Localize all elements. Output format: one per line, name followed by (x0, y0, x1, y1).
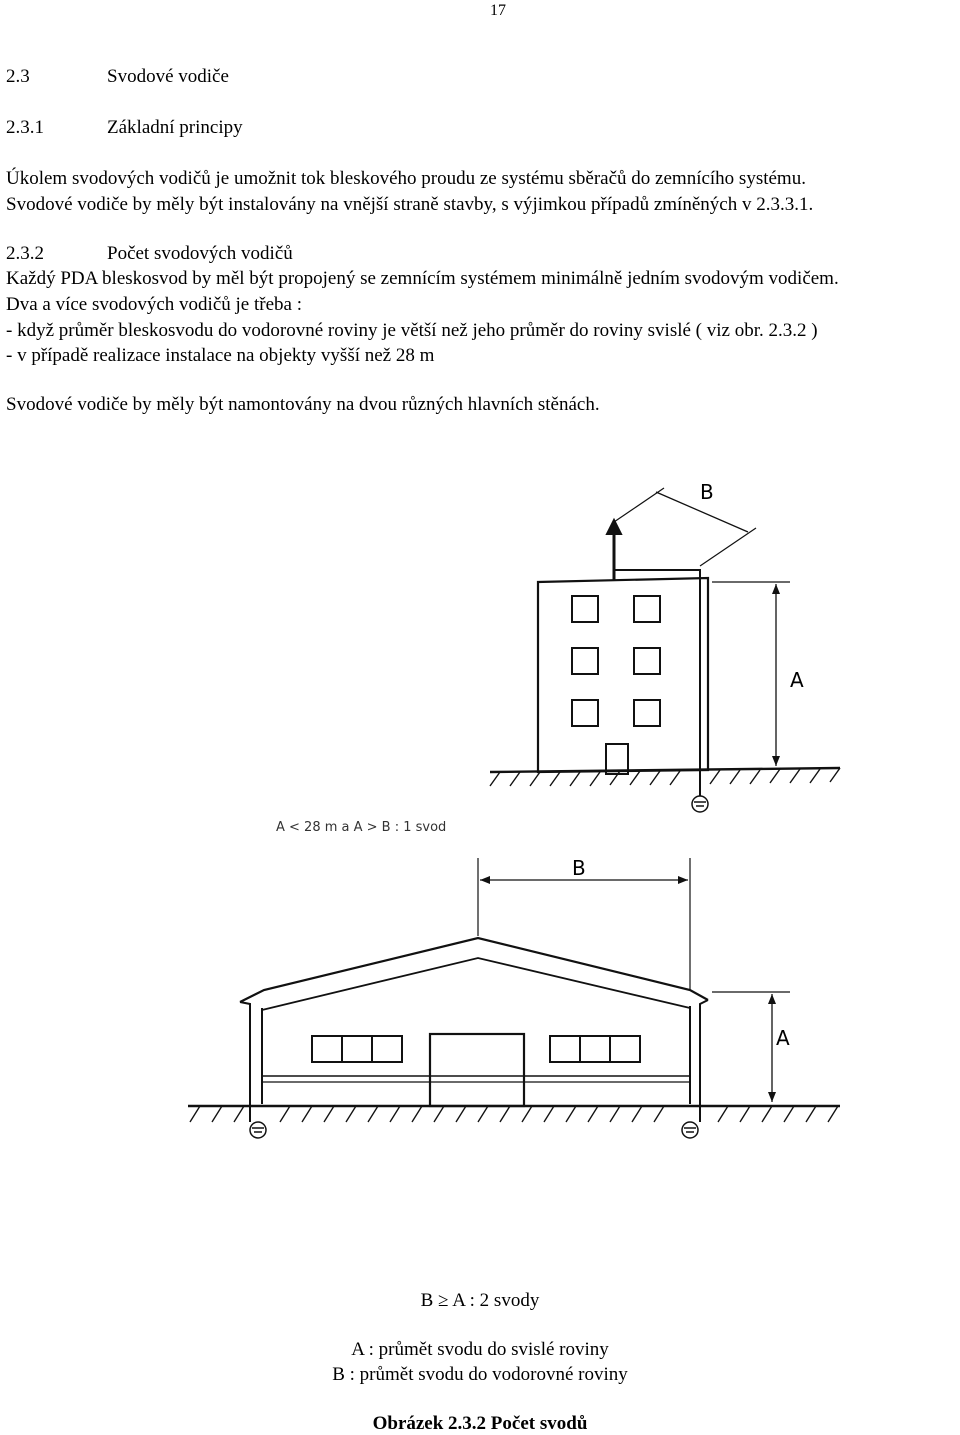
figure-condition-caption: A < 28 m a A > B : 1 svod (276, 820, 447, 835)
wide-hall (188, 858, 840, 1138)
figure-title: Obrázek 2.3.2 Počet svodů (372, 1413, 588, 1434)
paragraph-line: Dva a více svodových vodičů je třeba : (6, 294, 302, 315)
paragraph-line: Svodové vodiče by měly být instalovány na vnější straně stavby, s výjimkou případů zmíněných v 2.3.3.1. (6, 194, 814, 215)
dimension-label-a: A (776, 1026, 790, 1050)
paragraph-line: Úkolem svodových vodičů je umožnit tok bleskového proudu ze systému sběračů do zemnícího systému. (6, 168, 806, 189)
figure-rule: B ≥ A : 2 svody (420, 1290, 540, 1311)
subsection-number: 2.3.1 (6, 117, 44, 138)
paragraph-line: - v případě realizace instalace na objekty vyšší než 28 m (6, 345, 435, 366)
subsection-title: Počet svodových vodičů (107, 243, 293, 264)
page-number: 17 (490, 2, 506, 19)
section-number: 2.3 (6, 66, 30, 87)
paragraph-line: - když průměr bleskosvodu do vodorovné roviny je větší než jeho průměr do roviny svislé ( viz obr. 2.3.2 ) (6, 320, 818, 341)
subsection-number: 2.3.2 (6, 243, 44, 264)
figure-legend-a: A : průmět svodu do svislé roviny (351, 1339, 609, 1360)
section-title: Svodové vodiče (107, 66, 229, 87)
figure-legend-b: B : průmět svodu do vodorovné roviny (332, 1364, 628, 1385)
dimension-label-b: B (572, 856, 586, 880)
subsection-title: Základní principy (107, 117, 243, 138)
paragraph-line: Svodové vodiče by měly být namontovány na dvou různých hlavních stěnách. (6, 394, 600, 415)
dimension-label-a: A (790, 668, 804, 692)
dimension-label-b: B (700, 480, 714, 504)
paragraph-line: Každý PDA bleskosvod by měl být propojený se zemnícím systémem minimálně jedním svodovým vodičem. (6, 268, 839, 289)
tall-building (490, 488, 840, 812)
